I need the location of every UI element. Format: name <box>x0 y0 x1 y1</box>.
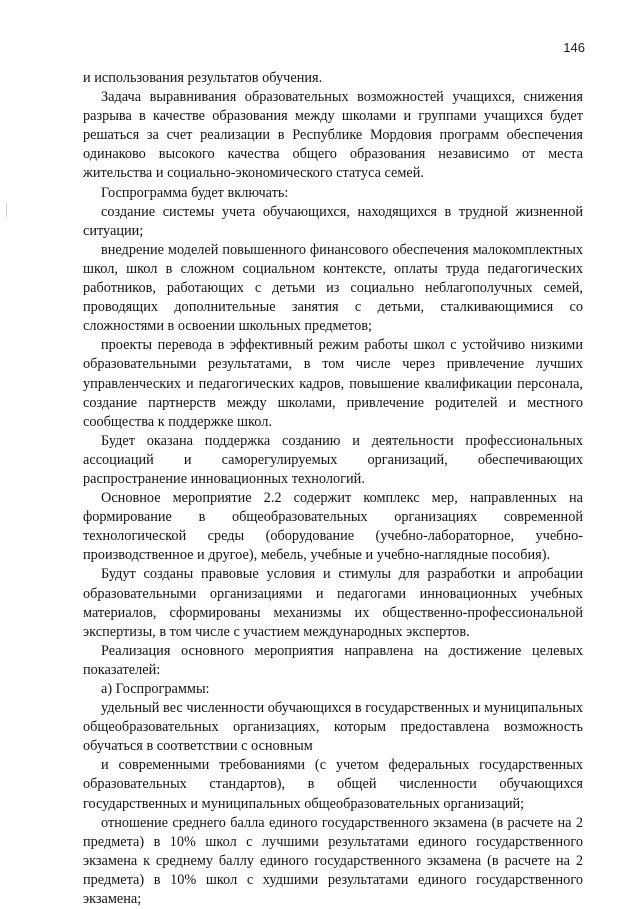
paragraph-associations-support: Будет оказана поддержка созданию и деятельности профессиональных ассоциаций и саморегулируемых организаций, обеспечивающих распространение инновационных технологий. <box>83 432 583 487</box>
margin-scan-mark <box>6 203 7 217</box>
paragraph-exam-score-ratio: отношение среднего балла единого государственного экзамена (в расчете на 2 предмета) в 10% школ с лучшими результатами единого государственного экзамена к среднему баллу единого государственного экзамена (в расчете на 2 предмета) в 10% школ с худшими результатами единого государственного экзамена; <box>83 814 583 908</box>
paragraph-financing-models: внедрение моделей повышенного финансового обеспечения малокомплектных школ, школ в сложном социальном контексте, оплаты труда педагогических работников, работающих с детьми из социально неблагополучных семей, проводящих дополнительные занятия с детьми, сталкивающимися со сложностями в освоении школьных предметов; <box>83 241 583 335</box>
paragraph-student-accounting: создание системы учета обучающихся, находящихся в трудной жизненной ситуации; <box>83 203 583 239</box>
body-text <box>83 69 583 909</box>
paragraph-equalization-task: Задача выравнивания образовательных возможностей учащихся, снижения разрыва в качестве образования между школами и группами учащихся будет решаться за счет реализации в Республике Мордовия программ обеспечения одинаково высокого качества общего образования независимо от места жительства и социально-экономического статуса семей. <box>83 89 583 182</box>
paragraph-measure-2-2: Основное мероприятие 2.2 содержит комплекс мер, направленных на формирование в общеобразовательных организациях современной технологической среды (оборудование (учебно-лабораторное, учебно-производственное и другое), мебель, учебные и учебно-наглядные пособия). <box>83 490 583 564</box>
paragraph-state-program-heading: а) Госпрограммы: <box>101 681 210 697</box>
paragraph-program-includes: Госпрограмма будет включать: <box>101 184 289 201</box>
paragraph-legal-conditions: Будут созданы правовые условия и стимулы для разработки и апробации образовательными организациями и педагогами инновационных учебных материалов, сформированы механизмы их общественно-профессиональной экспертизы, в том числе с участием международных экспертов. <box>83 566 583 640</box>
paragraph-modern-requirements: и современными требованиями (с учетом федеральных государственных образовательных стандартов), в общей численности обучающихся государственных и муниципальных общеобразовательных организаций; <box>83 757 583 812</box>
paragraph-continuation: и использования результатов обучения. <box>83 70 323 86</box>
paragraph-share-of-students: удельный вес численности обучающихся в государственных и муниципальных общеобразовательных организациях, которым предоставлена возможность обучаться в соответствии с основным <box>83 700 583 755</box>
paragraph-transition-projects: проекты перевода в эффективный режим работы школ с устойчиво низкими образовательными результатами, в том числе через привлечение лучших управленческих и педагогических кадров, повышение квалификации персонала, создание партнерств между школами, привлечение родителей и местного сообщества к поддержке школ. <box>83 337 583 430</box>
page-number: 146 <box>563 40 585 55</box>
paragraph-target-indicators: Реализация основного мероприятия направлена на достижение целевых показателей: <box>83 642 583 678</box>
